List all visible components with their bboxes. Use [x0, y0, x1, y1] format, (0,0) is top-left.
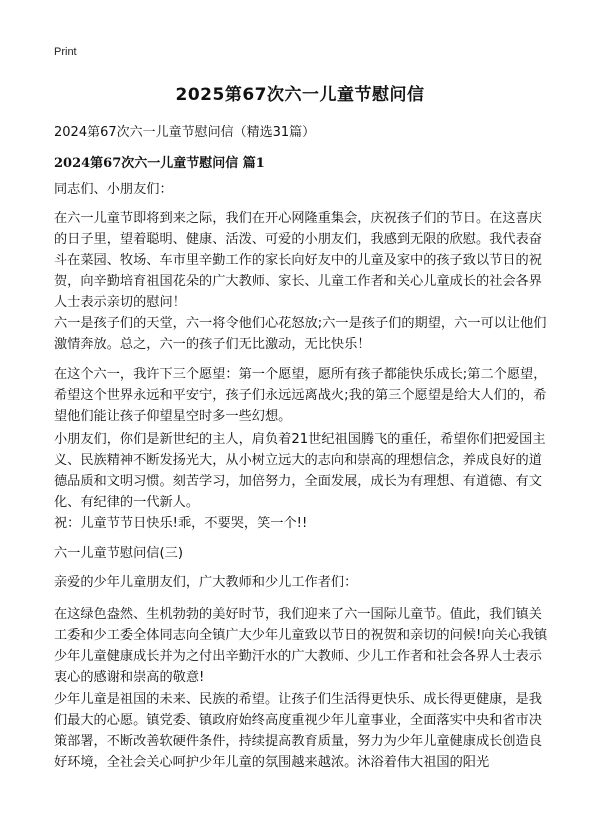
- paragraph-greeting: 同志们、小朋友们：: [54, 182, 173, 197]
- paragraph-1: 在六一儿童节即将到来之际，我们在开心网隆重集会，庆祝孩子们的节日。在这喜庆的日子里，望着聪明、健康、活泼、可爱的小朋友们，我感到无限的欣慰。我代表奋斗在菜园、牧场、车市里辛勤工作的家长向好友中的儿童及家中的孩子致以节日的祝贺，向辛勤培育祖国花朵的广大教师、家长、儿童工作者和关心儿童成长的社会各界人士表示亲切的慰问！: [54, 211, 542, 310]
- paragraph-letter3-2: 少年儿童是祖国的未来、民族的希望。让孩子们生活得更快乐、成长得更健康，是我们最大的心愿。镇党委、镇政府始终高度重视少年儿童事业，全面落实中央和省市决策部署，不断改善软硬件条件，持续提高教育质量，努力为少年儿童健康成长创造良好环境，全社会关心呵护少年儿童的氛围越来越浓。沐浴着伟大祖国的阳光: [54, 692, 542, 770]
- paragraph-letter3-greeting: 亲爱的少年儿童朋友们，广大教师和少儿工作者们：: [54, 575, 358, 590]
- paragraph-letter3-title: 六一儿童节慰问信(三): [54, 546, 183, 561]
- paragraph-blessing: 祝：儿童节节日快乐!乖，不要哭，笑一个!!: [54, 516, 308, 531]
- paragraph-2: 六一是孩子们的天堂，六一将令他们心花怒放;六一是孩子们的期望，六一可以让他们激情奔放。总之，六一的孩子们无比激动，无比快乐！: [54, 316, 547, 352]
- paragraph-4: 小朋友们，你们是新世纪的主人，肩负着21世纪祖国腾飞的重任，希望你们把爱国主义、民族精神不断发扬光大，从小树立远大的志向和崇高的理想信念，养成良好的道德品质和文明习惯。刻苦学习，加倍努力，全面发展，成长为有理想、有道德、有文化、有纪律的一代新人。: [54, 432, 546, 510]
- section-heading: 2024第67次六一儿童节慰问信 篇1: [54, 156, 265, 171]
- paragraph-3: 在这个六一，我许下三个愿望：第一个愿望，愿所有孩子都能快乐成长;第二个愿望，希望这个世界永远和平安宁，孩子们永远远离战火;我的第三个愿望是给大人们的，希望他们能让孩子仰望星空时多一些幻想。: [54, 367, 547, 424]
- print-link[interactable]: Print: [54, 46, 77, 58]
- document-subtitle: 2024第67次六一儿童节慰问信（精选31篇）: [54, 125, 316, 140]
- page-title: 2025第67次六一儿童节慰问信: [175, 85, 425, 105]
- paragraph-letter3-1: 在这绿色盎然、生机勃勃的美好时节，我们迎来了六一国际儿童节。值此，我们镇关工委和少工委全体同志向全镇广大少年儿童致以节日的祝贺和亲切的问候!向关心我镇少年儿童健康成长并为之付出辛勤汗水的广大教师、少儿工作者和社会各界人士表示衷心的感谢和崇高的敬意!: [54, 607, 548, 685]
